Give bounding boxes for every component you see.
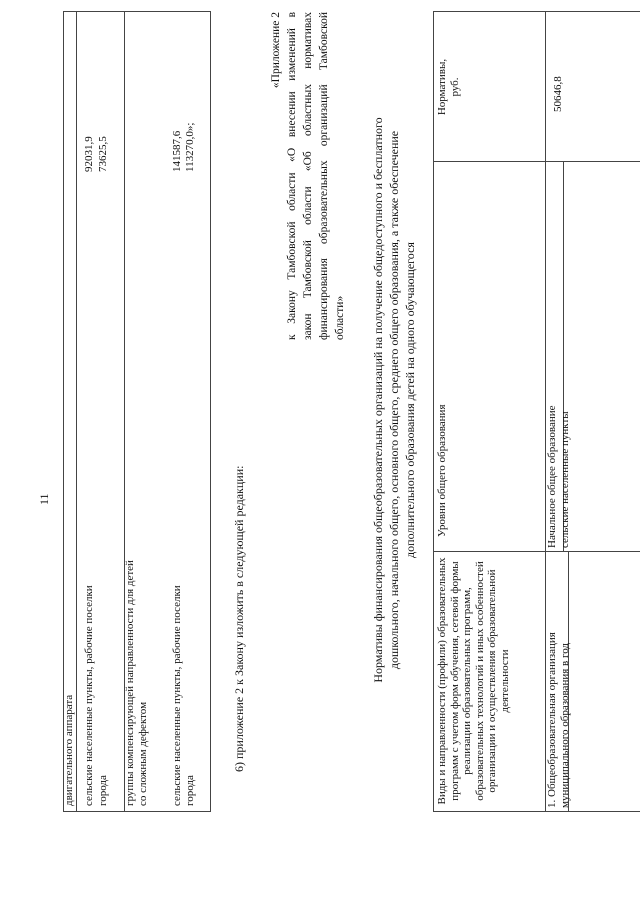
heading-line: дошкольного, начального общего, основного общего, среднего общего образования, а также обеспечение — [387, 130, 401, 670]
header-line: деятельности — [498, 649, 511, 713]
header-line: образовательных технологий и иных особенностей — [473, 561, 486, 801]
section-heading — [370, 5, 418, 795]
appendix-line: области» — [334, 295, 346, 340]
header-education-levels: Уровни общего образования — [436, 404, 448, 537]
header-types-programs — [436, 552, 511, 810]
table-row: группы компенсирующей направленности для детей — [124, 560, 136, 806]
page-number: 11 — [37, 493, 51, 505]
table-row: двигательного аппарата — [63, 694, 75, 806]
table-row: города — [184, 775, 196, 806]
header-line: программ с учетом форм обучения, сетевой формы — [448, 561, 461, 801]
heading-line: дополнительного образования детей на одного обучающегося — [403, 242, 417, 558]
row-label-line: муниципального образования в год — [558, 643, 571, 808]
appendix-line: закон Тамбовской области «Об областных нормативах — [302, 12, 314, 340]
norms-table — [433, 12, 640, 812]
appendix-line: к Закону Тамбовской области «О внесении изменений в — [286, 12, 298, 340]
table-row: города — [97, 775, 109, 806]
heading-line: Нормативы финансирования общеобразовательных организаций на получение общедоступного и бесплатного — [371, 117, 385, 683]
table-cell-value: 113270,0»; — [184, 122, 196, 172]
appendix-line: финансирования образовательных организаций Тамбовской — [318, 12, 330, 340]
appendix-header — [268, 12, 348, 340]
header-line: Нормативы, — [436, 58, 448, 116]
table-cell-value: 141587,6 — [171, 130, 183, 172]
table-cell-value: 92031,9 — [83, 136, 95, 172]
amendment-instruction: 6) приложение 2 к Закону изложить в следующей редакции: — [232, 465, 246, 772]
appendix-title: «Приложение 2 — [270, 12, 282, 89]
header-line: руб. — [448, 77, 461, 97]
row-label-line: 1. Общеобразовательная организация — [546, 632, 558, 808]
header-norms — [436, 14, 461, 160]
table-row — [546, 406, 571, 548]
header-line: реализации образовательных программ, — [461, 587, 473, 775]
table-cell-value: 73625,5 — [97, 136, 109, 172]
table-row: сельские населенные пункты, рабочие поселки — [171, 585, 183, 806]
table-row: со сложным дефектом — [137, 701, 149, 806]
row-level-line: Начальное общее образование — [546, 405, 558, 548]
header-line: организации и осуществления образовательной — [486, 569, 498, 793]
row-level-line: сельские населенные пункты — [558, 411, 571, 548]
continuation-table — [63, 12, 211, 812]
table-row: сельские населенные пункты, рабочие поселки — [83, 585, 95, 806]
header-line: Виды и направленности (профили) образовательных — [436, 557, 448, 805]
table-cell-value: 50646,8 — [552, 76, 564, 112]
table-row — [546, 632, 571, 808]
